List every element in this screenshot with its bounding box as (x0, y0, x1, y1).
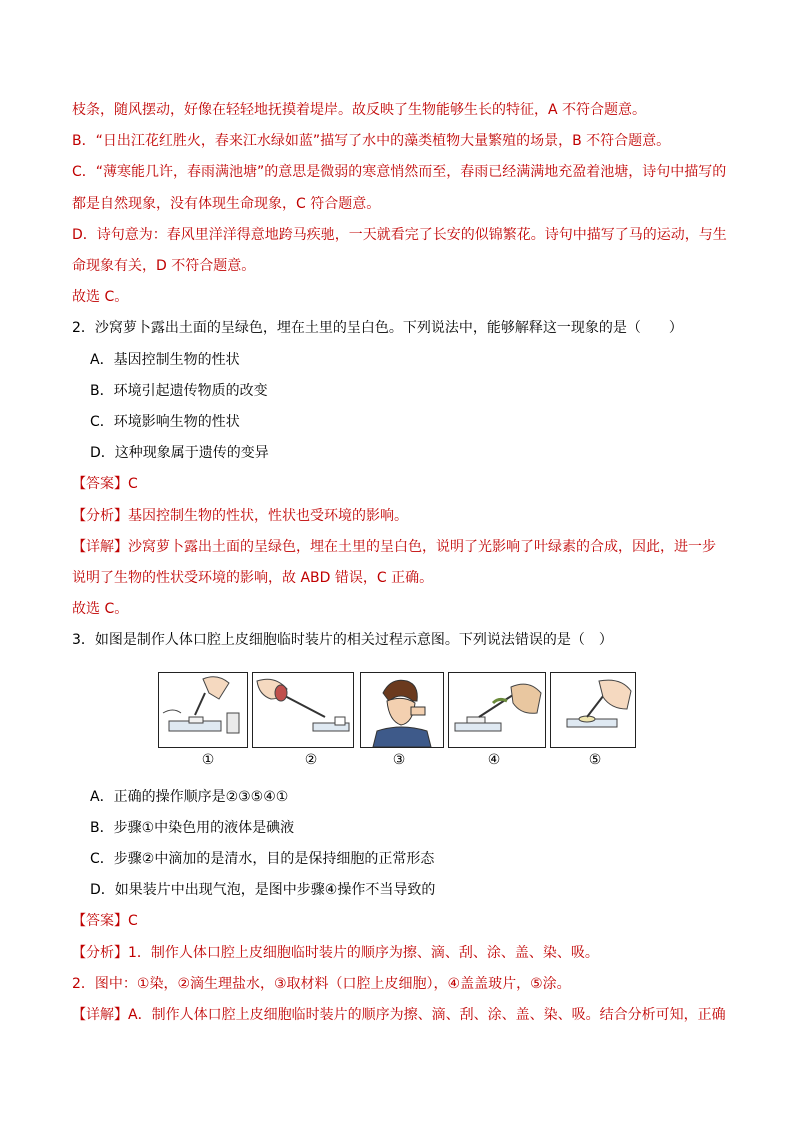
answer-value: C (128, 913, 138, 929)
question-3-stem: 3．如图是制作人体口腔上皮细胞临时装片的相关过程示意图。下列说法错误的是（ ） (72, 632, 613, 648)
person-illustration-icon (361, 673, 443, 747)
detail-line (72, 1005, 726, 1025)
detail-line-2: 说明了生物的性状受环境的影响，故 ABD 错误，C 正确。 (72, 570, 434, 586)
analysis-tag: 【分析】 (72, 508, 128, 524)
figure-staining (158, 672, 248, 748)
staining-illustration-icon (159, 673, 247, 747)
figure-smear (550, 672, 636, 748)
analysis-text: 基因控制生物的性状，性状也受环境的影响。 (128, 508, 408, 524)
figure-cover-slip (448, 672, 546, 748)
option-a: A．基因控制生物的性状 (90, 352, 240, 368)
tweezers-illustration-icon (449, 673, 545, 747)
answer-line (72, 474, 138, 494)
detail-line (72, 537, 716, 557)
answer-line (72, 911, 138, 931)
dropper-illustration-icon (253, 673, 353, 747)
option-b: B．步骤①中染色用的液体是碘液 (90, 820, 295, 836)
text-line: D．诗句意为：春风里洋洋得意地跨马疾驰，一天就看完了长安的似锦繁花。诗句中描写了马的运动，与生 (72, 227, 727, 243)
option-b: B．环境引起遗传物质的改变 (90, 383, 268, 399)
text-line: 都是自然现象，没有体现生命现象，C 符合题意。 (72, 196, 381, 212)
choose-line: 故选 C。 (72, 601, 129, 617)
analysis-line-2: 2．图中：①染，②滴生理盐水，③取材料（口腔上皮细胞），④盖盖玻片，⑤涂。 (72, 976, 571, 992)
option-d: D．这种现象属于遗传的变异 (90, 445, 269, 461)
detail-text: A．制作人体口腔上皮细胞临时装片的顺序为擦、滴、刮、涂、盖、染、吸。结合分析可知，正确 (128, 1007, 726, 1023)
figure-take-cells (360, 672, 444, 748)
detail-tag: 【详解】 (72, 539, 128, 555)
text-line: 命现象有关，D 不符合题意。 (72, 258, 256, 274)
option-a: A．正确的操作顺序是②③⑤④① (90, 789, 289, 805)
detail-text: 沙窝萝卜露出土面的呈绿色，埋在土里的呈白色，说明了光影响了叶绿素的合成，因此，进一步 (128, 539, 716, 555)
answer-value: C (128, 476, 138, 492)
question-2-stem: 2．沙窝萝卜露出土面的呈绿色，埋在土里的呈白色。下列说法中，能够解释这一现象的是（ ） (72, 320, 683, 336)
answer-tag: 【答案】 (72, 913, 128, 929)
option-c: C．步骤②中滴加的是清水，目的是保持细胞的正常形态 (90, 851, 435, 867)
analysis-line (72, 506, 408, 526)
analysis-line (72, 943, 599, 963)
figure-drop-saline (252, 672, 354, 748)
detail-tag: 【详解】 (72, 1007, 128, 1023)
answer-tag: 【答案】 (72, 476, 128, 492)
option-d: D．如果装片中出现气泡，是图中步骤④操作不当导致的 (90, 882, 436, 898)
swab-illustration-icon (551, 673, 635, 747)
figure-label: ② (304, 752, 318, 768)
text-line: 故选 C。 (72, 289, 129, 305)
text-line: 枝条，随风摆动，好像在轻轻地抚摸着堤岸。故反映了生物能够生长的特征，A 不符合题意。 (72, 102, 647, 118)
text-line: C．“薄寒能几许，春雨满池塘”的意思是微弱的寒意悄然而至，春雨已经满满地充盈着池塘，诗句中描写的 (72, 164, 727, 180)
figure-label: ⑤ (588, 752, 602, 768)
option-c: C．环境影响生物的性状 (90, 414, 240, 430)
analysis-text: 1．制作人体口腔上皮细胞临时装片的顺序为擦、滴、刮、涂、盖、染、吸。 (128, 945, 599, 961)
analysis-tag: 【分析】 (72, 945, 128, 961)
figure-label: ③ (392, 752, 406, 768)
figure-label: ④ (487, 752, 501, 768)
text-line: B．“日出江花红胜火，春来江水绿如蓝”描写了水中的藻类植物大量繁殖的场景，B 不符合题意。 (72, 133, 671, 149)
figure-label: ① (201, 752, 215, 768)
